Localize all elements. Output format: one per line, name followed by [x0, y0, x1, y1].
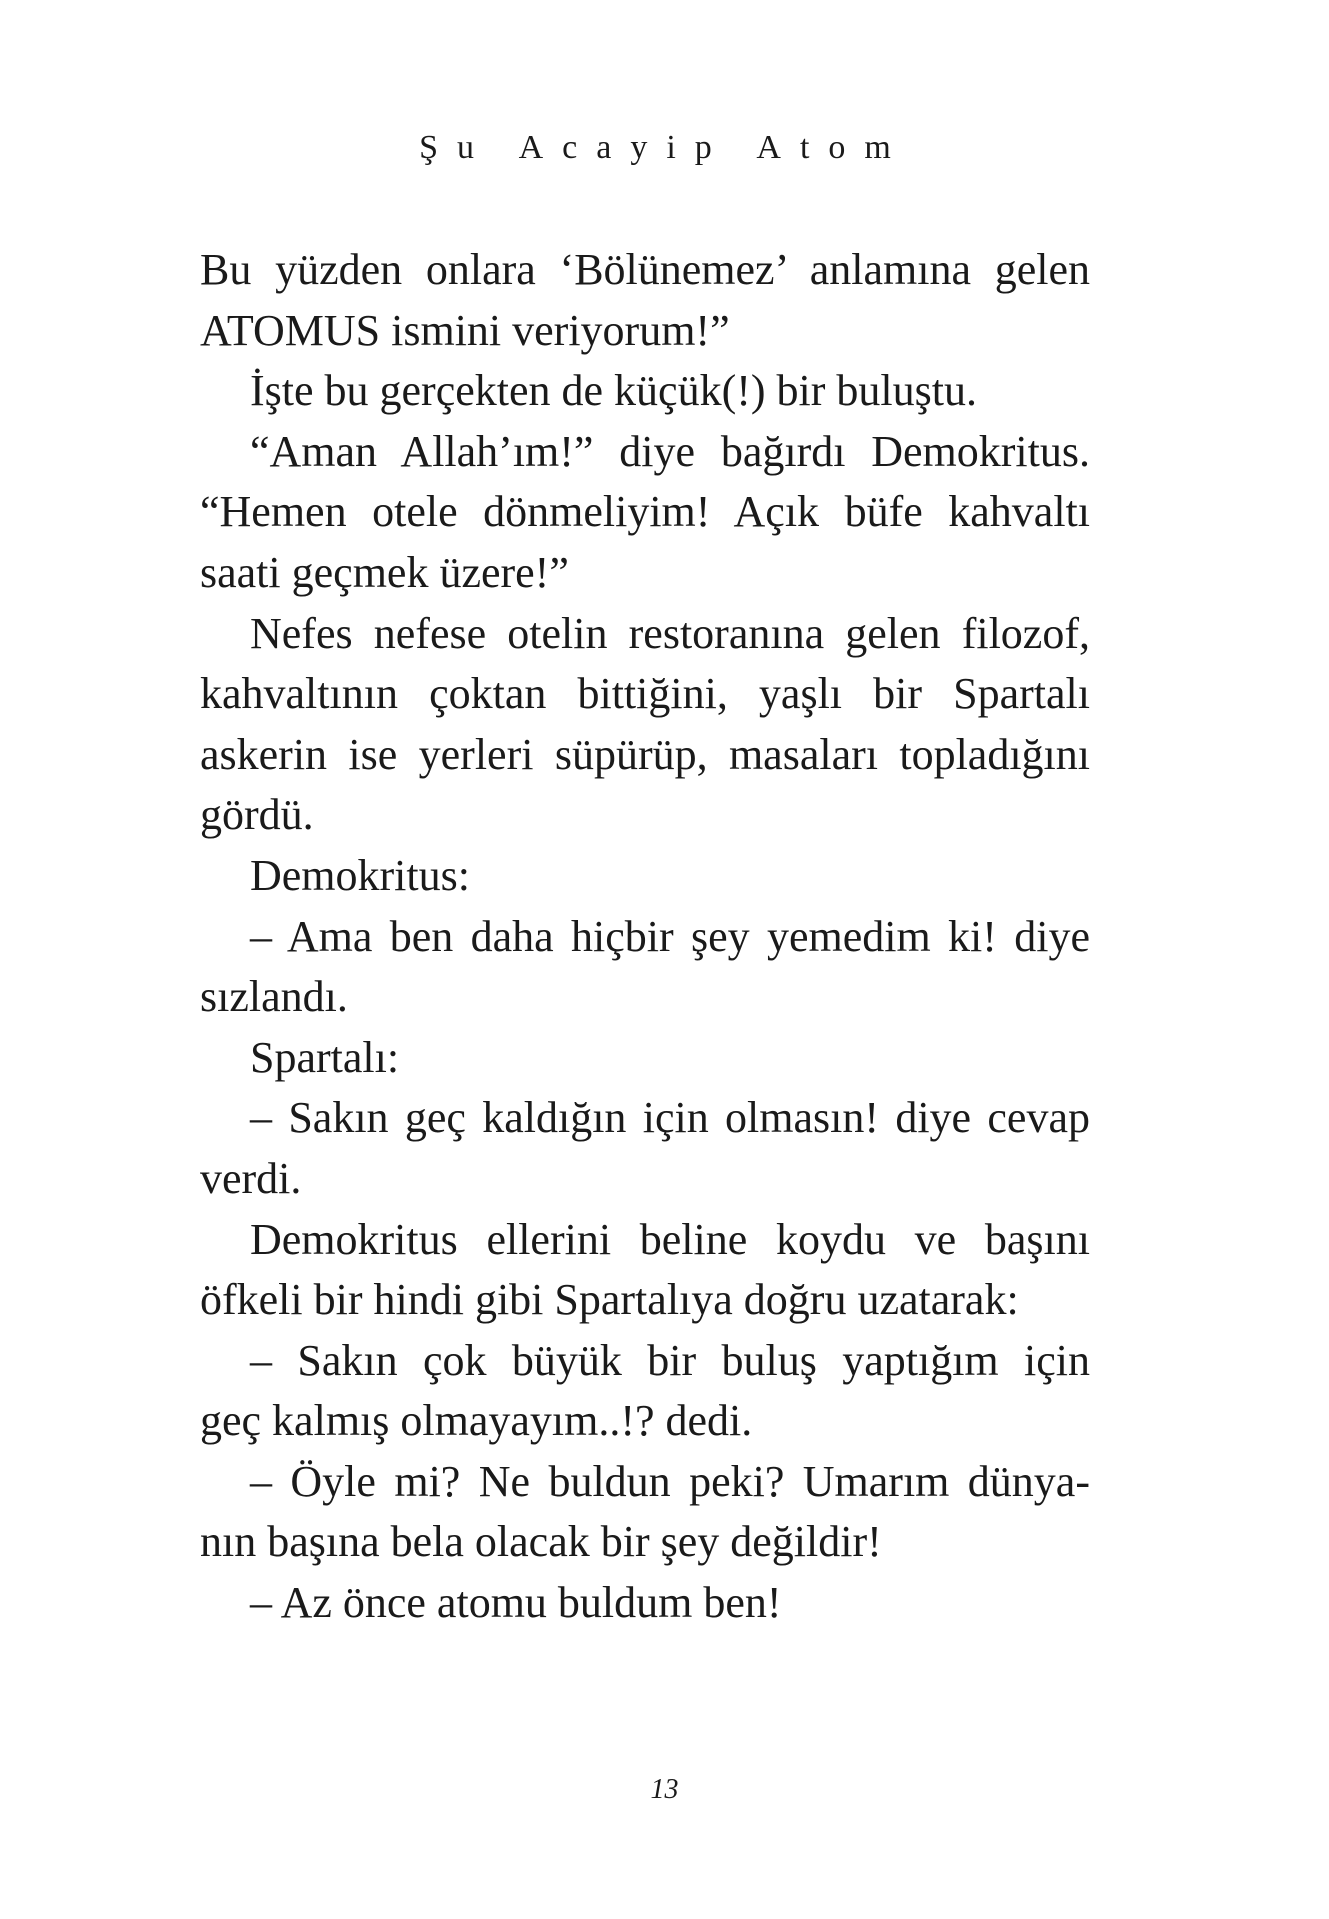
- text-line: – Az önce atomu buldum ben!: [250, 1578, 782, 1628]
- text-line: sızlandı.: [200, 972, 348, 1022]
- text-line: Nefes nefese otelin restoranına gelen filozof,: [250, 608, 1090, 658]
- text-line: öfkeli bir hindi gibi Spartalıya doğru uzatarak:: [200, 1275, 1019, 1325]
- text-line: geç kalmış olmayayım..!? dedi.: [200, 1396, 753, 1446]
- text-line: Bu yüzden onlara ‘Bölünemez’ anlamına gelen: [200, 245, 1090, 294]
- text-line: ATOMUS ismini veriyorum!”: [200, 305, 730, 355]
- text-line: verdi.: [200, 1153, 302, 1203]
- text-line: “Hemen otele dönmeliyim! Açık büfe kahvaltı: [200, 487, 1090, 537]
- text-line: gördü.: [200, 790, 314, 840]
- text-line: Spartalı:: [250, 1032, 400, 1082]
- text-line: saati geçmek üzere!”: [200, 547, 569, 597]
- running-title: Şu Acayip Atom: [419, 129, 910, 166]
- text-line: – Öyle mi? Ne buldun peki? Umarım dünya-: [250, 1456, 1090, 1506]
- text-line: Demokritus ellerini beline koydu ve başını: [250, 1214, 1090, 1264]
- text-line: – Ama ben daha hiçbir şey yemedim ki! diye: [250, 911, 1090, 961]
- text-line: “Aman Allah’ım!” diye bağırdı Demokritus.: [250, 426, 1090, 476]
- text-line: Demokritus:: [250, 850, 470, 900]
- text-line: – Sakın çok büyük bir buluş yaptığım için: [250, 1335, 1090, 1385]
- text-line: – Sakın geç kaldığın için olmasın! diye cevap: [250, 1093, 1090, 1143]
- text-line: kahvaltının çoktan bittiğini, yaşlı bir Spartalı: [200, 669, 1090, 719]
- page-number: 13: [650, 1774, 679, 1805]
- body-text: [200, 240, 1090, 1634]
- text-line: askerin ise yerleri süpürüp, masaları topladığını: [200, 729, 1090, 779]
- text-line: nın başına bela olacak bir şey değildir!: [200, 1517, 882, 1567]
- text-line: İşte bu gerçekten de küçük(!) bir buluştu.: [250, 366, 977, 416]
